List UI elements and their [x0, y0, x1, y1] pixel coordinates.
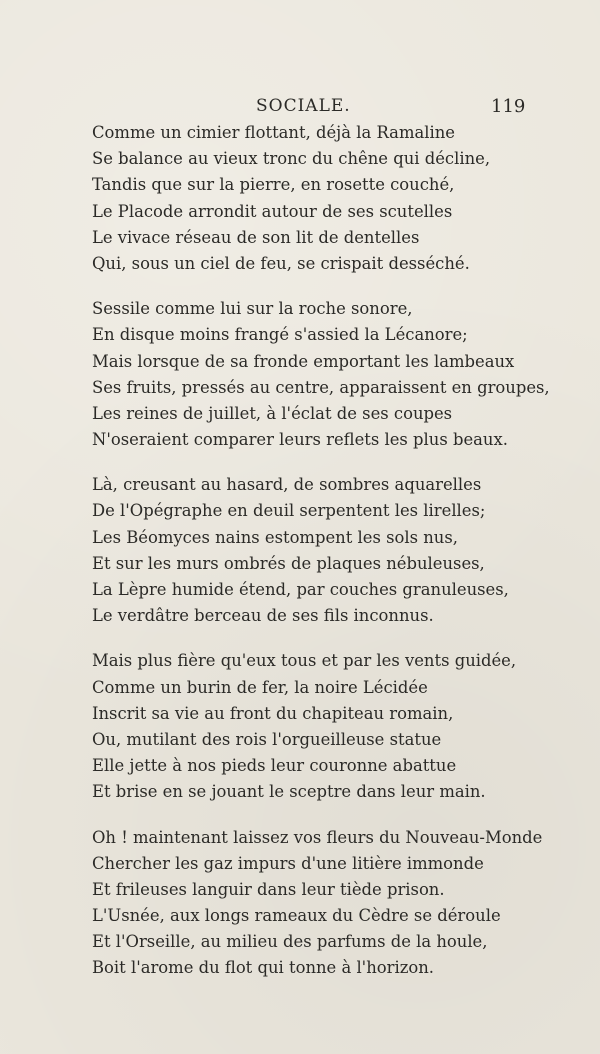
verse-line: Inscrit sa vie au front du chapiteau romain,	[92, 703, 454, 723]
stanza-5	[92, 825, 543, 982]
running-head	[0, 96, 600, 120]
verse-line: Là, creusant au hasard, de sombres aquarelles	[92, 475, 482, 495]
verse-line: L'Usnée, aux longs rameaux du Cèdre se déroule	[92, 906, 501, 926]
stanza-1	[92, 120, 532, 277]
stanza-3	[92, 472, 532, 629]
running-title: SOCIALE.	[256, 96, 351, 116]
verse-line: Et frileuses languir dans leur tiède prison.	[92, 879, 445, 899]
verse-line: Oh ! maintenant laissez vos fleurs du Nouveau-Monde	[92, 827, 543, 847]
verse-line: Comme un burin de fer, la noire Lécidée	[92, 677, 428, 697]
verse-line: Sessile comme lui sur la roche sonore,	[92, 299, 413, 319]
verse-line: Tandis que sur la pierre, en rosette couché,	[92, 175, 455, 195]
verse-line: Boit l'arome du flot qui tonne à l'horizon.	[92, 958, 434, 978]
verse-line: Et brise en se jouant le sceptre dans leur main.	[92, 782, 486, 802]
verse-line: Qui, sous un ciel de feu, se crispait desséché.	[92, 253, 470, 273]
verse-line: N'oseraient comparer leurs reflets les plus beaux.	[92, 430, 508, 450]
verse-line: Ses fruits, pressés au centre, apparaissent en groupes,	[92, 377, 550, 397]
verse-line: Le vivace réseau de son lit de dentelles	[92, 227, 420, 247]
verse-line: De l'Opégraphe en deuil serpentent les lirelles;	[92, 501, 486, 521]
verse-line: Mais plus fière qu'eux tous et par les vents guidée,	[92, 651, 517, 671]
stanza-4	[92, 648, 532, 805]
verse-line: Le verdâtre berceau de ses fils inconnus.	[92, 606, 434, 626]
verse-line: Et l'Orseille, au milieu des parfums de la houle,	[92, 932, 488, 952]
verse-line: Se balance au vieux tronc du chêne qui décline,	[92, 149, 491, 169]
verse-line: Mais lorsque de sa fronde emportant les lambeaux	[92, 351, 515, 371]
verse-line: Elle jette à nos pieds leur couronne abattue	[92, 756, 457, 776]
verse-line: Le Placode arrondit autour de ses scutelles	[92, 201, 453, 221]
verse-line: Les Béomyces nains estompent les sols nus,	[92, 527, 458, 547]
poem-body	[92, 120, 550, 1001]
verse-line: Les reines de juillet, à l'éclat de ses coupes	[92, 403, 453, 423]
verse-line: En disque moins frangé s'assied la Lécanore;	[92, 325, 468, 345]
stanza-2	[92, 296, 550, 453]
verse-line: Chercher les gaz impurs d'une litière immonde	[92, 853, 484, 873]
page-number: 119	[491, 96, 526, 117]
verse-line: Ou, mutilant des rois l'orgueilleuse statue	[92, 729, 442, 749]
verse-line: Et sur les murs ombrés de plaques nébuleuses,	[92, 553, 485, 573]
verse-line: La Lèpre humide étend, par couches granuleuses,	[92, 580, 509, 599]
verse-line: Comme un cimier flottant, déjà la Ramaline	[92, 123, 456, 142]
